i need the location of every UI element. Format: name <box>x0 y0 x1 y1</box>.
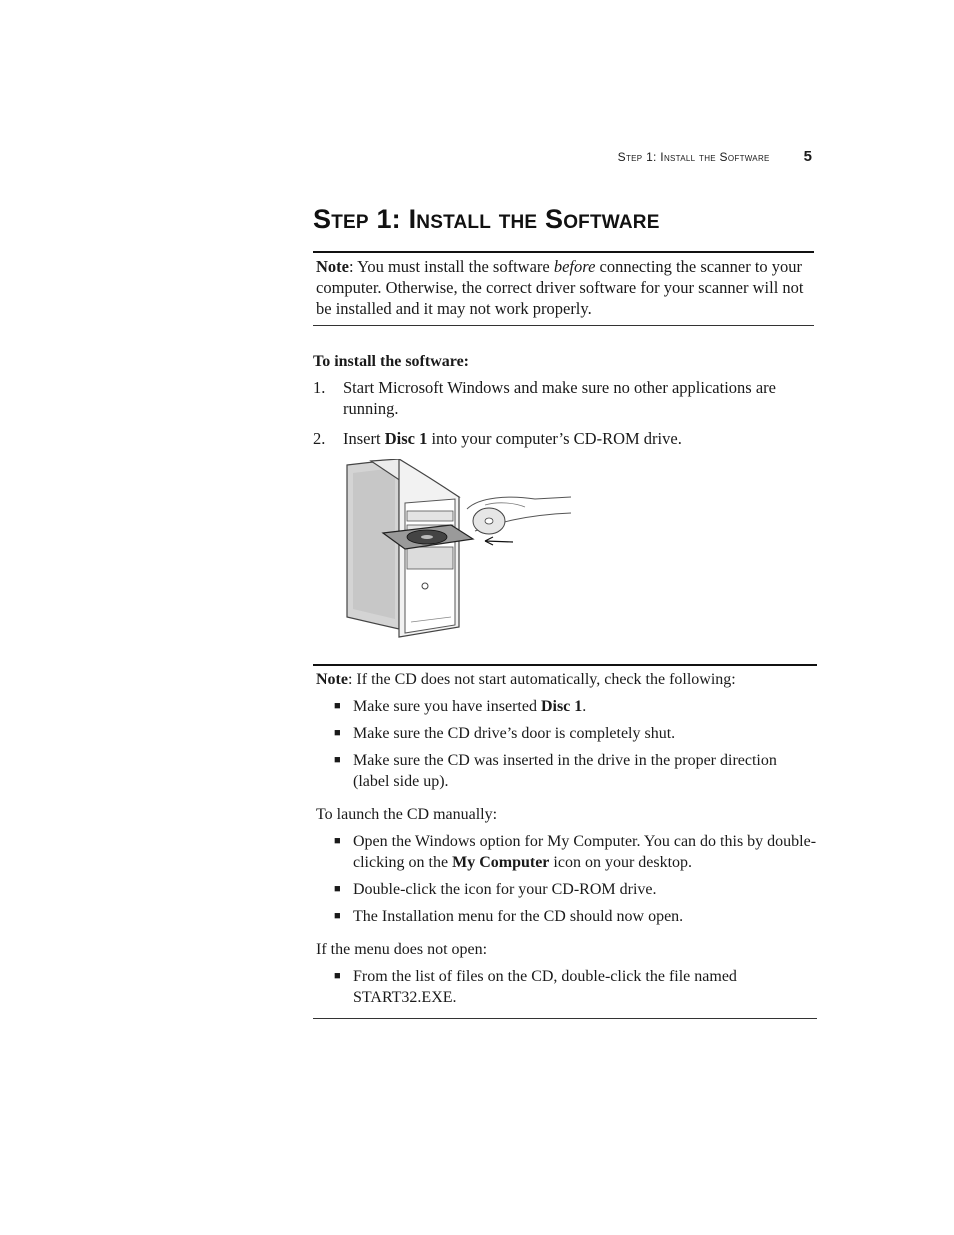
computer-tower-illustration <box>339 459 599 644</box>
page-title: Step 1: Install the Software <box>313 204 660 234</box>
note2-intro-text: : If the CD does not start automatically, check the following: <box>347 671 736 688</box>
step-text: Start Microsoft Windows and make sure no other applications are running. <box>343 378 776 418</box>
step-text-bold: Disc 1 <box>384 429 428 448</box>
list-item-text: From the list of files on the CD, double-click the file named START32.EXE. <box>353 968 737 1006</box>
drive-bay <box>407 511 453 521</box>
list-item <box>334 879 817 900</box>
procedure-title: To install the software: <box>313 353 469 370</box>
drive-bay <box>407 547 453 569</box>
list-item <box>334 723 817 744</box>
note-label: Note <box>316 671 348 688</box>
cd-insert-illustration <box>339 459 599 644</box>
list-item-text-pre: Open the Windows option for My Computer. You can do this by double-clicking on the <box>353 833 817 871</box>
note-troubleshooting <box>313 664 817 1019</box>
install-step <box>313 428 814 449</box>
fallback-title: If the menu does not open: <box>316 941 488 958</box>
list-item <box>334 750 817 792</box>
manual-launch-title: To launch the CD manually: <box>316 806 498 823</box>
list-item-text: Make sure the CD drive’s door is completely shut. <box>353 725 676 742</box>
list-item <box>334 906 817 927</box>
step-text-post: into your computer’s CD-ROM drive. <box>427 429 682 448</box>
list-item-text-post: icon on your desktop. <box>549 854 693 871</box>
note-label: Note <box>316 257 349 276</box>
list-item-text <box>353 831 817 873</box>
list-item-text: Make sure the CD was inserted in the drive in the proper direction (label side up). <box>353 752 777 790</box>
square-bullet-icon: ■ <box>334 883 341 895</box>
page-number: 5 <box>803 148 812 165</box>
insert-arrow-icon <box>485 541 513 542</box>
note2-intro <box>316 669 817 690</box>
list-item <box>334 696 817 717</box>
step-number: 1. <box>313 378 326 397</box>
install-steps <box>313 377 814 449</box>
list-item-text-bold: My Computer <box>452 854 550 871</box>
note-text-b: connecting the scanner to your computer. Otherwise, the correct driver software for your scanner will not be installed and it may not work properly. <box>316 257 804 318</box>
running-header <box>540 148 812 165</box>
square-bullet-icon: ■ <box>334 754 341 766</box>
list-item <box>334 831 817 873</box>
install-step <box>313 377 814 419</box>
list-item-text: The Installation menu for the CD should now open. <box>353 908 684 925</box>
main-content <box>313 251 814 644</box>
step-number: 2. <box>313 429 326 448</box>
square-bullet-icon: ■ <box>334 970 341 982</box>
list-item-text-pre: Make sure you have inserted <box>353 698 541 715</box>
list-item-text: Double-click the icon for your CD-ROM drive. <box>353 881 657 898</box>
check-list <box>316 696 817 792</box>
list-item-text-post: . <box>582 698 587 715</box>
manual-launch-list <box>316 831 817 927</box>
header-title: Step 1: Install the Software <box>617 150 770 164</box>
note-install-first <box>313 251 814 326</box>
square-bullet-icon: ■ <box>334 835 341 847</box>
square-bullet-icon: ■ <box>334 910 341 922</box>
list-item-text-bold: Disc 1 <box>540 698 583 715</box>
list-item-text <box>353 696 586 717</box>
fallback-list <box>316 966 817 1008</box>
square-bullet-icon: ■ <box>334 700 341 712</box>
note-text-a: : You must install the software <box>348 257 554 276</box>
list-item <box>334 966 817 1008</box>
step-text <box>343 428 682 449</box>
note-emphasis: before <box>553 257 596 276</box>
square-bullet-icon: ■ <box>334 727 341 739</box>
step-text-pre: Insert <box>343 429 385 448</box>
